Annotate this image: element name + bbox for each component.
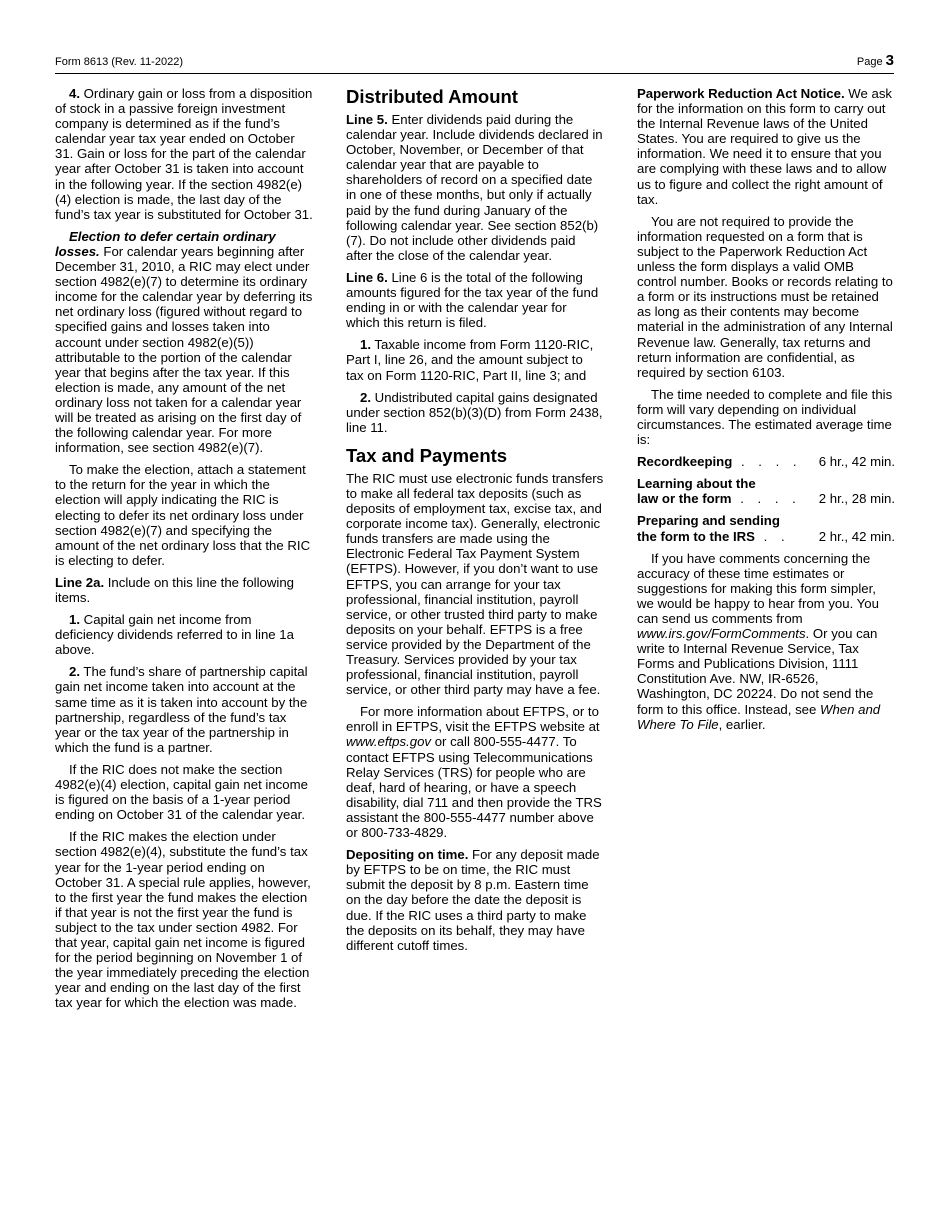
- leader-dots: . . . .: [731, 491, 801, 507]
- paragraph-line-5: [346, 112, 604, 263]
- paragraph-time-needed: The time needed to complete and file this form will vary depending on individual circumstances. The estimated average time is:: [637, 386, 893, 448]
- paragraph-text: Include on this line the following items.: [55, 574, 294, 605]
- paragraph-no-election: If the RIC does not make the section 4982(e)(4) election, capital gain net income is figured on the basis of a 1-year period ending on October 31 of the calendar year.: [55, 761, 308, 823]
- form-identifier: Form 8613 (Rev. 11-2022): [55, 56, 183, 68]
- paragraph-make-election: To make the election, attach a statement to the return for the year in which the election will apply indicating the RIC is electing to defer its net ordinary loss under section 4982(e)(7) and specifying the amount of the net ordinary loss that the RIC is electing to defer.: [55, 462, 311, 568]
- paragraph-comments: [637, 551, 895, 732]
- column-middle: [346, 86, 604, 960]
- paragraph-line-2a-item-2: [55, 664, 313, 755]
- paragraph-line-6-item-2: [346, 390, 604, 435]
- item-number: 2.: [360, 389, 371, 405]
- paragraph-text: . Or you can write to Internal Revenue Service, Tax Forms and Publications Division, 1111 Constitution Ave. NW, IR-6526, Washington, DC 20224. Do not send the form to this office. Instead, see: [637, 626, 878, 717]
- paragraph-title: Line 6.: [346, 269, 388, 285]
- paragraph-line-2a: [55, 575, 313, 605]
- paragraph-title: Election to defer certain ordinary losses.: [55, 228, 276, 259]
- paragraph-omb: You are not required to provide the information requested on a form that is subject to the Paperwork Reduction Act unless the form displays a valid OMB control number. Books or records relating to a form or its instructions must be retained as long as their contents may become material in the administration of any Internal Revenue law. Generally, tax returns and return information are confidential, as required by section 6103.: [637, 213, 893, 380]
- paragraph-eftps-info: [346, 704, 604, 840]
- item-number: 4.: [69, 86, 80, 101]
- paragraph-title: Line 2a.: [55, 574, 105, 590]
- paragraph-election-defer: [55, 229, 313, 455]
- paragraph-text: For more information about EFTPS, or to enroll in EFTPS, visit the EFTPS website at: [346, 704, 600, 735]
- time-label: Recordkeeping: [637, 454, 733, 470]
- time-value: 2 hr., 42 min.: [818, 528, 895, 544]
- time-label: the form to the IRS: [637, 528, 755, 544]
- time-label-line1: Preparing and sending: [637, 513, 780, 529]
- time-row-recordkeeping: [637, 454, 895, 469]
- when-where-reference: When and Where To File: [637, 701, 881, 732]
- time-label-line1: Learning about the: [637, 476, 756, 492]
- paragraph-makes-election: If the RIC makes the election under section 4982(e)(4), substitute the fund’s tax year for the 1-year period ending on October 31. A special rule applies, however, to the first year the fund makes the election if that year is not the first year the fund is subject to the tax under section 4982. For that year, capital gain net income is figured for the period beginning on November 1 of the year immediately preceding the election year and ending on the last day of the first tax year for which the election was made.: [55, 829, 311, 1011]
- paragraph-text: The fund’s share of partnership capital gain net income taken into account at the same time as it is taken into account by the partnership, regardless of the fund’s tax year or the tax year of the partnership in which the fund is a partner.: [55, 664, 308, 755]
- column-right: [637, 86, 895, 739]
- leader-dots: . . . .: [732, 454, 802, 470]
- time-row-preparing: [637, 513, 895, 543]
- page-label: Page: [856, 56, 883, 68]
- paragraph-text: For any deposit made by EFTPS to be on time, the RIC must submit the deposit by 8 p.m. Eastern time on the day before the date the deposit is due. If the RIC uses a third party to make the deposits on its behalf, they may have different cutoff times.: [346, 847, 600, 953]
- time-value: 2 hr., 28 min.: [818, 491, 895, 507]
- time-row-learning: [637, 476, 895, 506]
- paragraph-title: Line 5.: [346, 112, 388, 127]
- paragraph-depositing-on-time: [346, 847, 604, 953]
- paragraph-text: , earlier.: [718, 716, 766, 732]
- form-comments-link[interactable]: www.irs.gov/FormComments: [637, 626, 806, 642]
- heading-tax-and-payments: Tax and Payments: [346, 444, 508, 466]
- item-number: 1.: [360, 337, 371, 353]
- paragraph-text: Taxable income from Form 1120-RIC, Part I, line 26, and the amount subject to tax on Form 1120-RIC, Part II, line 3; and: [346, 337, 594, 383]
- paragraph-ordinary-gain: [55, 86, 313, 222]
- paragraph-text: Undistributed capital gains designated under section 852(b)(3)(D) from Form 2438, line 11.: [346, 389, 603, 435]
- item-number: 1.: [69, 612, 80, 628]
- item-number: 2.: [69, 664, 80, 680]
- paragraph-title: Paperwork Reduction Act Notice.: [637, 86, 845, 101]
- page-header: [55, 52, 894, 74]
- paragraph-text: Ordinary gain or loss from a disposition of stock in a passive foreign investment company is determined as if the fund’s calendar year tax year ended on October 31. Gain or loss for the part of the calendar year after October 31 is taken into account in the following year. If the section 4982(e)(4) election is made, the last day of the fund’s tax year is substituted for October 31.: [55, 86, 313, 222]
- page-indicator: [857, 52, 894, 69]
- time-label: law or the form: [637, 491, 732, 507]
- paragraph-text: For calendar years beginning after December 31, 2010, a RIC may elect under section 4982(e)(7) to determine its ordinary income for the calendar year by deferring its net ordinary loss (figured without regard to specified gains and losses taken into account under section 4982(e)(5)) attributable to the portion of the calendar year that begins after the tax year. If this election is made, any amount of the net ordinary loss not taken for a calendar year will be treated as arising on the first day of the following calendar year. For more information, see section 4982(e)(7).: [55, 243, 313, 456]
- paragraph-line-6-item-1: [346, 337, 604, 382]
- time-value: 6 hr., 42 min.: [818, 454, 895, 470]
- paragraph-text: Enter dividends paid during the calendar year. Include dividends declared in October, November, or December of that calendar year that are payable to shareholders of record on a specified date in one of these months, but only if actually paid by the fund during January of the following calendar year. See section 852(b)(7). Do not include other dividends paid after the close of the calendar year.: [346, 112, 603, 263]
- page-number: 3: [885, 52, 894, 69]
- eftps-link[interactable]: www.eftps.gov: [346, 734, 432, 750]
- paragraph-text: If you have comments concerning the accuracy of these time estimates or suggestions for making this form simpler, we would be happy to hear from you. You can send us comments from: [637, 550, 879, 626]
- paragraph-text: We ask for the information on this form to carry out the Internal Revenue laws of the United States. You are required to give us the information. We need it to ensure that you are complying with these laws and to allow us to figure and collect the right amount of tax.: [637, 86, 893, 207]
- paragraph-text: or call 800-555-4477. To contact EFTPS using Telecommunications Relay Services (TRS) for people who are deaf, hard of hearing, or have a speech disability, dial 711 and then provide the TRS assistant the 800-555-4477 number above or 800-733-4829.: [346, 734, 602, 841]
- leader-dots: . .: [754, 528, 790, 544]
- heading-distributed-amount: Distributed Amount: [346, 86, 518, 107]
- paragraph-title: Depositing on time.: [346, 847, 469, 863]
- paragraph-paperwork-notice: [637, 86, 895, 207]
- paragraph-text: Line 6 is the total of the following amounts figured for the tax year of the fund ending in or with the calendar year for which this return is filed.: [346, 269, 599, 331]
- column-left: [55, 86, 313, 1017]
- paragraph-eftps: The RIC must use electronic funds transfers to make all federal tax deposits (such as deposits of employment tax, excise tax, and corporate income tax). Generally, electronic funds transfers are made using the Electronic Federal Tax Payment System (EFTPS). However, if you don’t want to use EFTPS, you can arrange for your tax professional, financial institution, payroll service, or other trusted third party to make deposits on your behalf. EFTPS is a free service provided by the Department of the Treasury. Services provided by your tax professional, financial institution, payroll service, or other third party may have a fee.: [346, 470, 604, 698]
- paragraph-line-6: [346, 270, 604, 330]
- paragraph-text: Capital gain net income from deficiency dividends referred to in line 1a above.: [55, 612, 294, 658]
- paragraph-line-2a-item-1: [55, 612, 313, 657]
